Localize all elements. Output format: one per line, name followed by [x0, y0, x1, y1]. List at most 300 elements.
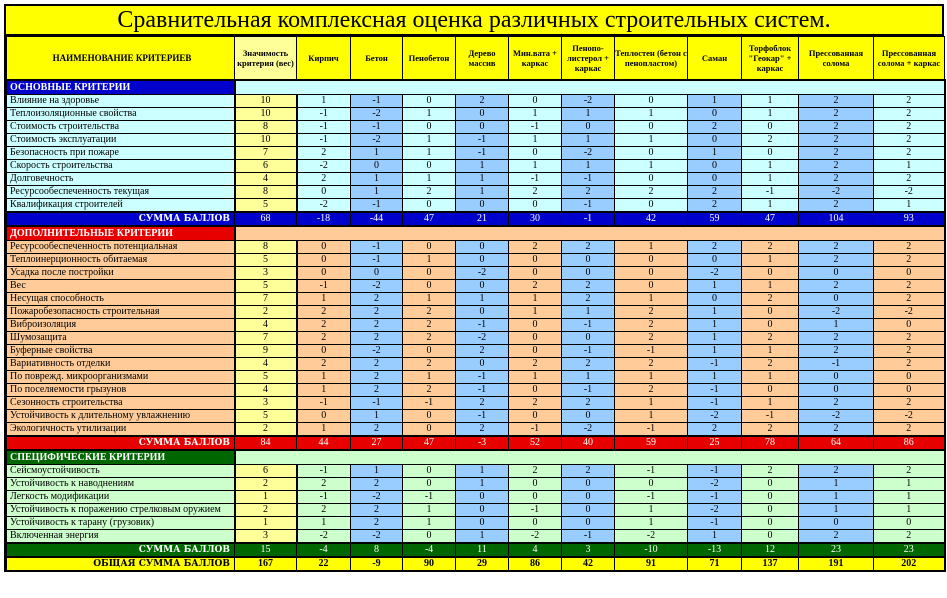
score-cell: 1 [297, 371, 351, 384]
score-cell: 0 [799, 371, 874, 384]
score-cell: -1 [688, 491, 742, 504]
score-cell: 2 [688, 121, 742, 134]
score-cell: 1 [615, 504, 688, 517]
score-cell: 0 [403, 267, 456, 280]
score-cell: 0 [799, 293, 874, 306]
score-cell: -1 [688, 384, 742, 397]
score-cell: -2 [799, 410, 874, 423]
score-cell: 0 [403, 410, 456, 423]
score-cell: -1 [688, 517, 742, 530]
section-sum-value: 59 [688, 212, 742, 226]
section-sum-value: -18 [297, 212, 351, 226]
criterion-weight: 7 [235, 293, 297, 306]
score-cell: 1 [874, 478, 945, 491]
score-cell: 2 [799, 199, 874, 213]
criterion-weight: 4 [235, 384, 297, 397]
score-cell: -1 [456, 319, 509, 332]
score-cell: 1 [297, 423, 351, 437]
score-cell: 2 [799, 121, 874, 134]
score-cell: 2 [688, 241, 742, 254]
section-title: ОСНОВНЫЕ КРИТЕРИИ [7, 80, 235, 95]
criterion-row [7, 371, 945, 384]
section-sum-label: СУММА БАЛЛОВ [7, 212, 235, 226]
total-value: 137 [742, 557, 799, 571]
weight-header: Значимость критерия (вес) [235, 37, 297, 81]
section-header-row [7, 226, 945, 241]
section-sum-value: 93 [874, 212, 945, 226]
score-cell: 0 [297, 254, 351, 267]
score-cell: 0 [456, 306, 509, 319]
section-sum-value: 44 [297, 436, 351, 450]
criterion-row [7, 95, 945, 108]
score-cell: -1 [456, 134, 509, 147]
criterion-name: Включенная энергия [7, 530, 235, 544]
score-cell: 2 [562, 241, 615, 254]
score-cell: 2 [874, 95, 945, 108]
score-cell: -2 [688, 267, 742, 280]
criterion-name: Буферные свойства [7, 345, 235, 358]
score-cell: 1 [799, 504, 874, 517]
score-cell: 0 [456, 199, 509, 213]
score-cell: 1 [742, 108, 799, 121]
score-cell: -1 [297, 280, 351, 293]
total-value: 22 [297, 557, 351, 571]
score-cell: 2 [351, 423, 403, 437]
section-header-fill [235, 450, 945, 465]
score-cell: 0 [874, 384, 945, 397]
score-cell: 1 [742, 280, 799, 293]
score-cell: 2 [799, 95, 874, 108]
score-cell: 0 [403, 423, 456, 437]
section-sum-row [7, 436, 945, 450]
score-cell: 2 [799, 465, 874, 478]
score-cell: -1 [297, 397, 351, 410]
criterion-name: Экологичность утилизации [7, 423, 235, 437]
score-cell: 2 [351, 293, 403, 306]
score-cell: 1 [688, 371, 742, 384]
criterion-weight: 10 [235, 134, 297, 147]
score-cell: 0 [615, 267, 688, 280]
system-header: Мин.вата + каркас [509, 37, 562, 81]
score-cell: -2 [297, 530, 351, 544]
criterion-weight: 7 [235, 332, 297, 345]
criterion-weight: 1 [235, 517, 297, 530]
score-cell: 1 [874, 199, 945, 213]
criterion-name: Устойчивость к поражению стрелковым оружием [7, 504, 235, 517]
score-cell: 0 [615, 121, 688, 134]
score-cell: 0 [742, 504, 799, 517]
score-cell: 0 [615, 147, 688, 160]
criteria-name-header: НАИМЕНОВАНИЕ КРИТЕРИЕВ [7, 37, 235, 81]
criterion-row [7, 491, 945, 504]
total-value: 86 [509, 557, 562, 571]
score-cell: 0 [615, 254, 688, 267]
section-sum-value: 25 [688, 436, 742, 450]
score-cell: -2 [456, 267, 509, 280]
score-cell: 0 [509, 478, 562, 491]
criterion-name: Скорость строительства [7, 160, 235, 173]
score-cell: -2 [351, 108, 403, 121]
score-cell: 0 [742, 478, 799, 491]
score-cell: 2 [874, 345, 945, 358]
criterion-name: Безопасность при пожаре [7, 147, 235, 160]
score-cell: 0 [688, 160, 742, 173]
score-cell: 1 [351, 147, 403, 160]
score-cell: 1 [688, 345, 742, 358]
score-cell: 2 [742, 358, 799, 371]
criterion-weight: 8 [235, 241, 297, 254]
score-cell: 1 [799, 491, 874, 504]
score-cell: 1 [615, 293, 688, 306]
score-cell: 2 [351, 358, 403, 371]
score-cell: 0 [403, 465, 456, 478]
total-value: 91 [615, 557, 688, 571]
criterion-name: Квалификация строителей [7, 199, 235, 213]
score-cell: -1 [456, 384, 509, 397]
score-cell: 0 [742, 530, 799, 544]
system-header: Саман [688, 37, 742, 81]
criterion-weight: 10 [235, 108, 297, 121]
score-cell: 1 [509, 371, 562, 384]
sheet-title: Сравнительная комплексная оценка различных строительных систем. [6, 6, 944, 36]
score-cell: 0 [456, 358, 509, 371]
score-cell: 2 [688, 186, 742, 199]
score-cell: 1 [403, 517, 456, 530]
score-cell: 2 [615, 319, 688, 332]
score-cell: 2 [799, 280, 874, 293]
score-cell: -2 [688, 478, 742, 491]
score-cell: -1 [615, 491, 688, 504]
score-cell: 1 [688, 95, 742, 108]
score-cell: 0 [562, 254, 615, 267]
criterion-weight: 2 [235, 478, 297, 491]
score-cell: 1 [403, 504, 456, 517]
score-cell: 0 [562, 491, 615, 504]
score-cell: 2 [562, 397, 615, 410]
section-sum-value: -3 [456, 436, 509, 450]
criterion-weight: 3 [235, 267, 297, 280]
criterion-weight: 6 [235, 160, 297, 173]
score-cell: 2 [351, 504, 403, 517]
section-sum-weight: 15 [235, 543, 297, 557]
total-section [7, 557, 945, 571]
score-cell: 1 [688, 332, 742, 345]
criterion-weight: 8 [235, 186, 297, 199]
score-cell: 0 [456, 280, 509, 293]
score-cell: 1 [742, 199, 799, 213]
total-row [7, 557, 945, 571]
score-cell: -1 [562, 345, 615, 358]
criterion-weight: 2 [235, 423, 297, 437]
criterion-weight: 5 [235, 199, 297, 213]
score-cell: 1 [297, 95, 351, 108]
score-cell: 2 [615, 186, 688, 199]
score-cell: 2 [742, 465, 799, 478]
criterion-weight: 6 [235, 465, 297, 478]
criterion-weight: 5 [235, 410, 297, 423]
score-cell: 0 [456, 241, 509, 254]
score-cell: 0 [615, 199, 688, 213]
total-value: 71 [688, 557, 742, 571]
score-cell: 2 [874, 134, 945, 147]
score-cell: 1 [688, 530, 742, 544]
criterion-row [7, 121, 945, 134]
score-cell: 2 [297, 478, 351, 491]
score-cell: 1 [509, 134, 562, 147]
system-header: Бетон [351, 37, 403, 81]
section-sum-row [7, 543, 945, 557]
section-sum-value: -4 [297, 543, 351, 557]
score-cell: 1 [742, 397, 799, 410]
score-cell: -1 [351, 95, 403, 108]
score-cell: 1 [742, 173, 799, 186]
criterion-row [7, 280, 945, 293]
score-cell: 0 [742, 491, 799, 504]
criterion-name: Устойчивость к наводнениям [7, 478, 235, 491]
section-sum-value: -44 [351, 212, 403, 226]
score-cell: 1 [297, 517, 351, 530]
score-cell: 0 [799, 267, 874, 280]
score-cell: 0 [562, 478, 615, 491]
score-cell: -1 [509, 121, 562, 134]
score-cell: 2 [874, 254, 945, 267]
score-cell: 1 [615, 397, 688, 410]
section-sum-value: 11 [456, 543, 509, 557]
score-cell: 2 [351, 371, 403, 384]
system-header: Прессованная солома + каркас [874, 37, 945, 81]
score-cell: 2 [562, 280, 615, 293]
score-cell: -1 [742, 186, 799, 199]
score-cell: -1 [615, 465, 688, 478]
score-cell: 0 [509, 95, 562, 108]
criterion-weight: 9 [235, 345, 297, 358]
section-header-row [7, 80, 945, 95]
score-cell: 1 [799, 319, 874, 332]
score-cell: 0 [615, 478, 688, 491]
score-cell: 0 [509, 517, 562, 530]
score-cell: 0 [799, 517, 874, 530]
score-cell: -2 [615, 530, 688, 544]
score-cell: 1 [456, 465, 509, 478]
score-cell: 1 [403, 108, 456, 121]
score-cell: 0 [615, 173, 688, 186]
criterion-name: Теплоизоляционные свойства [7, 108, 235, 121]
score-cell: 2 [351, 306, 403, 319]
score-cell: 2 [799, 241, 874, 254]
score-cell: -1 [509, 173, 562, 186]
score-cell: 2 [403, 358, 456, 371]
score-cell: 1 [456, 160, 509, 173]
score-cell: 0 [403, 478, 456, 491]
score-cell: 0 [615, 280, 688, 293]
score-cell: 0 [562, 517, 615, 530]
score-cell: 0 [688, 134, 742, 147]
section-header-fill [235, 80, 945, 95]
header-row [7, 37, 945, 81]
score-cell: -1 [562, 173, 615, 186]
criterion-row [7, 186, 945, 199]
score-cell: -2 [509, 530, 562, 544]
score-cell: 0 [456, 121, 509, 134]
score-cell: 2 [874, 121, 945, 134]
criterion-name: По поврежд. микроорганизмами [7, 371, 235, 384]
score-cell: 0 [562, 121, 615, 134]
score-cell: 0 [509, 384, 562, 397]
score-cell: 2 [874, 358, 945, 371]
score-cell: 2 [742, 241, 799, 254]
score-cell: -1 [351, 241, 403, 254]
total-value: 42 [562, 557, 615, 571]
criterion-row [7, 410, 945, 423]
criterion-weight: 3 [235, 397, 297, 410]
section-sum-label: СУММА БАЛЛОВ [7, 543, 235, 557]
score-cell: 2 [351, 332, 403, 345]
criterion-weight: 5 [235, 280, 297, 293]
criterion-weight: 1 [235, 491, 297, 504]
score-cell: 2 [742, 332, 799, 345]
score-cell: -2 [874, 186, 945, 199]
score-cell: -1 [509, 504, 562, 517]
score-cell: -2 [799, 306, 874, 319]
criterion-row [7, 147, 945, 160]
score-cell: 2 [351, 319, 403, 332]
score-cell: 1 [742, 160, 799, 173]
score-cell: 1 [742, 371, 799, 384]
system-header: Теплостен (бетон с пенопластом) [615, 37, 688, 81]
criterion-row [7, 504, 945, 517]
score-cell: 2 [615, 384, 688, 397]
score-cell: -2 [688, 410, 742, 423]
score-cell: 0 [742, 306, 799, 319]
score-cell: -2 [562, 423, 615, 437]
section-sum-value: 8 [351, 543, 403, 557]
section-header-fill [235, 226, 945, 241]
score-cell: 2 [509, 465, 562, 478]
score-cell: -2 [297, 160, 351, 173]
criterion-row [7, 530, 945, 544]
criterion-weight: 5 [235, 254, 297, 267]
score-cell: 0 [874, 319, 945, 332]
criterion-name: Сезонность строительства [7, 397, 235, 410]
score-cell: 2 [799, 108, 874, 121]
score-cell: 2 [351, 384, 403, 397]
criterion-name: Долговечность [7, 173, 235, 186]
score-cell: 0 [456, 491, 509, 504]
score-cell: -1 [456, 371, 509, 384]
score-cell: 1 [509, 160, 562, 173]
score-cell: 2 [456, 345, 509, 358]
criterion-name: Вариативность отделки [7, 358, 235, 371]
score-cell: -2 [874, 410, 945, 423]
criterion-name: Несущая способность [7, 293, 235, 306]
criterion-row [7, 173, 945, 186]
score-cell: 0 [688, 254, 742, 267]
score-cell: 2 [403, 332, 456, 345]
criterion-row [7, 465, 945, 478]
score-cell: 0 [297, 241, 351, 254]
score-cell: 0 [509, 345, 562, 358]
score-cell: -1 [351, 199, 403, 213]
score-cell: 0 [742, 517, 799, 530]
score-cell: 1 [456, 293, 509, 306]
score-cell: 2 [456, 397, 509, 410]
score-cell: -2 [562, 147, 615, 160]
score-cell: 0 [742, 384, 799, 397]
criterion-name: Шумозащита [7, 332, 235, 345]
score-cell: 0 [403, 241, 456, 254]
criterion-row [7, 517, 945, 530]
score-cell: 2 [799, 423, 874, 437]
score-cell: -1 [403, 397, 456, 410]
score-cell: 0 [509, 254, 562, 267]
section-basic [7, 80, 945, 226]
criterion-name: Стоимость эксплуатации [7, 134, 235, 147]
score-cell: 0 [403, 345, 456, 358]
score-cell: 2 [799, 332, 874, 345]
score-cell: 1 [615, 517, 688, 530]
comparison-sheet [4, 4, 944, 572]
score-cell: 0 [297, 186, 351, 199]
criterion-name: По поселяемости грызунов [7, 384, 235, 397]
score-cell: 2 [799, 254, 874, 267]
score-cell: 0 [509, 491, 562, 504]
score-cell: 0 [615, 95, 688, 108]
section-header-row [7, 450, 945, 465]
score-cell: 2 [742, 423, 799, 437]
section-sum-value: 4 [509, 543, 562, 557]
criterion-name: Ресурсообеспеченность текущая [7, 186, 235, 199]
criterion-name: Усадка после постройки [7, 267, 235, 280]
section-additional [7, 226, 945, 450]
score-cell: -2 [688, 504, 742, 517]
section-title: ДОПОЛНИТЕЛЬНЫЕ КРИТЕРИИ [7, 226, 235, 241]
criterion-weight: 10 [235, 95, 297, 108]
score-cell: 2 [688, 199, 742, 213]
score-cell: 2 [799, 147, 874, 160]
score-cell: 1 [615, 134, 688, 147]
score-cell: -1 [742, 410, 799, 423]
score-cell: 2 [297, 319, 351, 332]
score-cell: 0 [509, 332, 562, 345]
score-cell: 0 [456, 254, 509, 267]
criterion-name: Стоимость строительства [7, 121, 235, 134]
score-cell: 2 [562, 358, 615, 371]
criterion-weight: 8 [235, 121, 297, 134]
score-cell: 1 [456, 186, 509, 199]
score-cell: 1 [688, 306, 742, 319]
criterion-row [7, 306, 945, 319]
criterion-weight: 2 [235, 306, 297, 319]
criterion-weight: 4 [235, 173, 297, 186]
score-cell: -2 [799, 186, 874, 199]
score-cell: -2 [351, 345, 403, 358]
score-cell: -2 [562, 95, 615, 108]
score-cell: 2 [403, 319, 456, 332]
score-cell: 0 [874, 517, 945, 530]
score-cell: 0 [688, 108, 742, 121]
system-header: Кирпич [297, 37, 351, 81]
score-cell: 2 [509, 397, 562, 410]
score-cell: 1 [351, 186, 403, 199]
score-cell: 0 [742, 147, 799, 160]
score-cell: 2 [799, 134, 874, 147]
score-cell: 1 [297, 384, 351, 397]
criterion-name: Устойчивость к тарану (грузовик) [7, 517, 235, 530]
total-weight: 167 [235, 557, 297, 571]
section-sum-weight: 84 [235, 436, 297, 450]
score-cell: 0 [562, 504, 615, 517]
score-cell: 0 [351, 160, 403, 173]
